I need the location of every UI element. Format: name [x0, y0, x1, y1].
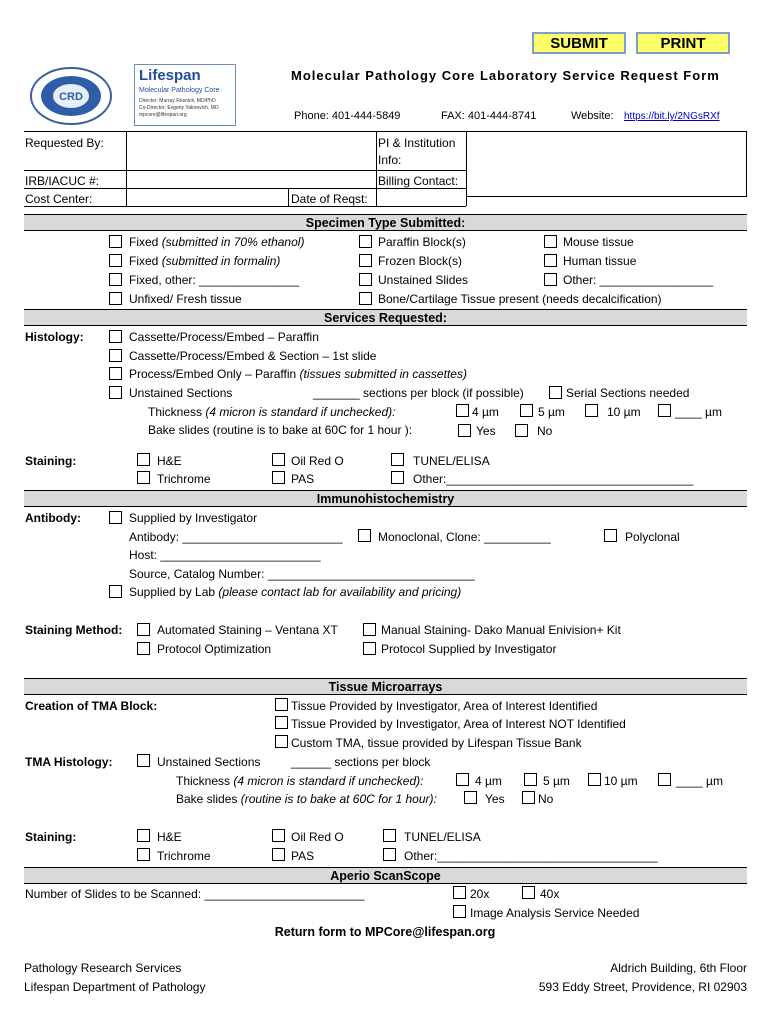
h3-label: Process/Embed Only – Paraffin (tissues submitted in cassettes) — [129, 367, 467, 381]
paraffin-label: Paraffin Block(s) — [378, 235, 466, 249]
checkbox-tma-no[interactable] — [522, 791, 535, 804]
pi-label-1: PI & Institution — [378, 136, 456, 150]
footer-left-1: Pathology Research Services — [24, 961, 182, 975]
cobre-logo — [28, 66, 114, 126]
h1-label: Cassette/Process/Embed – Paraffin — [129, 330, 319, 344]
form-title: Molecular Pathology Core Laboratory Service Request Form — [291, 68, 720, 83]
lifespan-logo — [134, 64, 236, 126]
tunel-label: TUNEL/ELISA — [413, 454, 490, 468]
source-line: Source, Catalog Number: _______________________________ — [129, 567, 475, 581]
svg-text:CRD: CRD — [59, 91, 83, 103]
requested-by-field[interactable] — [127, 132, 375, 170]
checkbox-t4[interactable] — [456, 404, 469, 417]
checkbox-supplied-lab[interactable] — [109, 585, 122, 598]
checkbox-t10[interactable] — [585, 404, 598, 417]
protocol-inv-label: Protocol Supplied by Investigator — [381, 642, 557, 656]
monoclonal-label: Monoclonal, Clone: __________ — [378, 530, 551, 544]
tma-t10-label: 10 µm — [604, 774, 638, 788]
antibody-line: Antibody: ________________________ — [129, 530, 343, 544]
tma-other-label: Other:_________________________________ — [404, 849, 658, 863]
checkbox-bake-yes[interactable] — [458, 424, 471, 437]
website-link[interactable]: https://bit.ly/2NGsRXf — [624, 111, 720, 122]
checkbox-he[interactable] — [137, 453, 150, 466]
checkbox-unfixed[interactable] — [109, 292, 122, 305]
oilred-label: Oil Red O — [291, 454, 344, 468]
checkbox-tma-tunel[interactable] — [383, 829, 396, 842]
unfixed-label: Unfixed/ Fresh tissue — [129, 292, 242, 306]
h4-sections-per-block: _______ sections per block (if possible) — [313, 386, 524, 400]
checkbox-monoclonal[interactable] — [358, 529, 371, 542]
checkbox-t5[interactable] — [520, 404, 533, 417]
20x-label: 20x — [470, 887, 490, 901]
bone-label: Bone/Cartilage Tissue present (needs decalcification) — [378, 292, 662, 306]
services-header: Services Requested: — [24, 309, 747, 326]
t4-label: 4 µm — [472, 405, 499, 419]
histology-label: Histology: — [25, 330, 84, 344]
checkbox-h1[interactable] — [109, 330, 122, 343]
checkbox-image-analysis[interactable] — [453, 905, 466, 918]
t5-label: 5 µm — [538, 405, 565, 419]
checkbox-20x[interactable] — [453, 886, 466, 899]
tma-c1-label: Tissue Provided by Investigator, Area of Interest Identified — [291, 699, 598, 713]
trichrome-label: Trichrome — [157, 472, 211, 486]
cost-center-label: Cost Center: — [25, 192, 93, 206]
checkbox-tunel[interactable] — [391, 453, 404, 466]
lifespan-logo-line2: Co-Director: Evgeny Yakirevich, MD — [139, 105, 219, 111]
lifespan-logo-name: Lifespan — [139, 67, 201, 84]
cost-center-field[interactable] — [127, 189, 287, 206]
date-reqst-field[interactable] — [377, 189, 465, 206]
checkbox-other-species[interactable] — [544, 273, 557, 286]
polyclonal-label: Polyclonal — [625, 530, 680, 544]
footer-right-1: Aldrich Building, 6th Floor — [610, 961, 747, 975]
print-button[interactable]: PRINT — [636, 32, 730, 54]
checkbox-tma-unstained[interactable] — [137, 754, 150, 767]
tma-unstained-label: Unstained Sections — [157, 755, 261, 769]
antibody-section-label: Antibody: — [25, 511, 81, 525]
staining-label: Staining: — [25, 454, 77, 468]
tma-t5-label: 5 µm — [543, 774, 570, 788]
checkbox-protocol-opt[interactable] — [137, 642, 150, 655]
requested-by-label: Requested By: — [25, 136, 104, 150]
auto-label: Automated Staining – Ventana XT — [157, 623, 338, 637]
tma-histology-label: TMA Histology: — [25, 755, 113, 769]
checkbox-fixed-other[interactable] — [109, 273, 122, 286]
fixed-ethanol-label: Fixed (submitted in 70% ethanol) — [129, 235, 305, 249]
checkbox-tother[interactable] — [658, 404, 671, 417]
checkbox-tma-oilred[interactable] — [272, 829, 285, 842]
mouse-label: Mouse tissue — [563, 235, 634, 249]
supplied-lab-label: Supplied by Lab (please contact lab for availability and pricing) — [129, 585, 462, 599]
checkbox-fixed-ethanol[interactable] — [109, 235, 122, 248]
protocol-opt-label: Protocol Optimization — [157, 642, 272, 656]
tma-bake-label: Bake slides (routine is to bake at 60C for 1 hour): — [176, 792, 437, 806]
h4-label: Unstained Sections — [129, 386, 233, 400]
unstained-slides-label: Unstained Slides — [378, 273, 469, 287]
tma-spb-label: ______ sections per block — [291, 755, 431, 769]
tma-he-label: H&E — [157, 830, 182, 844]
tma-staining-label: Staining: — [25, 830, 77, 844]
tma-no-label: No — [538, 792, 554, 806]
lifespan-logo-subtitle: Molecular Pathology Core — [139, 87, 220, 94]
checkbox-40x[interactable] — [522, 886, 535, 899]
checkbox-tma-c3[interactable] — [275, 735, 288, 748]
irb-field[interactable] — [127, 171, 375, 188]
fax-text: FAX: 401-444-8741 — [441, 110, 537, 122]
specimen-header: Specimen Type Submitted: — [24, 214, 747, 231]
checkbox-protocol-inv[interactable] — [363, 642, 376, 655]
checkbox-human[interactable] — [544, 254, 557, 267]
checkbox-manual[interactable] — [363, 623, 376, 636]
40x-label: 40x — [540, 887, 560, 901]
human-label: Human tissue — [563, 254, 637, 268]
pi-label-2: Info: — [378, 153, 402, 167]
tma-tother-label: ____ µm — [676, 774, 723, 788]
lifespan-logo-line3: mpcore@lifespan.org — [139, 112, 187, 118]
checkbox-bone[interactable] — [359, 292, 372, 305]
checkbox-tma-c1[interactable] — [275, 698, 288, 711]
pi-field[interactable] — [467, 132, 745, 196]
checkbox-tma-yes[interactable] — [464, 791, 477, 804]
staining-method-label: Staining Method: — [25, 623, 123, 637]
checkbox-tma-t5[interactable] — [524, 773, 537, 786]
footer-right-2: 593 Eddy Street, Providence, RI 02903 — [538, 980, 747, 994]
checkbox-tma-tother[interactable] — [658, 773, 671, 786]
slides-to-scan-label: Number of Slides to be Scanned: ________________________ — [25, 887, 365, 901]
checkbox-tma-t4[interactable] — [456, 773, 469, 786]
tother-label: ____ µm — [675, 405, 722, 419]
host-line: Host: ________________________ — [129, 548, 321, 562]
checkbox-tma-he[interactable] — [137, 829, 150, 842]
checkbox-h4[interactable] — [109, 386, 122, 399]
irb-label: IRB/IACUC #: — [25, 174, 100, 188]
frozen-label: Frozen Block(s) — [378, 254, 463, 268]
manual-label: Manual Staining- Dako Manual Enivision+ Kit — [381, 623, 621, 637]
bake-label: Bake slides (routine is to bake at 60C for 1 hour ): — [148, 423, 413, 437]
billing-label: Billing Contact: — [378, 174, 459, 188]
checkbox-serial[interactable] — [549, 386, 562, 399]
checkbox-auto[interactable] — [137, 623, 150, 636]
tma-oilred-label: Oil Red O — [291, 830, 344, 844]
checkbox-pas[interactable] — [272, 471, 285, 484]
phone-text: Phone: 401-444-5849 — [294, 110, 401, 122]
tma-trichrome-label: Trichrome — [157, 849, 211, 863]
checkbox-oilred[interactable] — [272, 453, 285, 466]
checkbox-polyclonal[interactable] — [604, 529, 617, 542]
tma-t4-label: 4 µm — [475, 774, 502, 788]
fixed-other-label: Fixed, other: _______________ — [129, 273, 300, 287]
checkbox-tma-c2[interactable] — [275, 716, 288, 729]
thickness-label: Thickness (4 micron is standard if unchecked): — [148, 405, 396, 419]
pas-label: PAS — [291, 472, 315, 486]
website-label: Website: — [571, 110, 614, 122]
tma-thickness-label: Thickness (4 micron is standard if unchecked): — [176, 774, 424, 788]
bake-yes-label: Yes — [476, 424, 496, 438]
checkbox-tma-other[interactable] — [383, 848, 396, 861]
checkbox-mouse[interactable] — [544, 235, 557, 248]
checkbox-supplied-inv[interactable] — [109, 511, 122, 524]
fixed-formalin-label: Fixed (submitted in formalin) — [129, 254, 281, 268]
tma-c3-label: Custom TMA, tissue provided by Lifespan Tissue Bank — [291, 736, 582, 750]
ihc-header: Immunohistochemistry — [24, 490, 747, 507]
stain-other-label: Other:_____________________________________ — [413, 472, 694, 486]
date-reqst-label: Date of Reqst: — [291, 192, 368, 206]
checkbox-h2[interactable] — [109, 349, 122, 362]
checkbox-stain-other[interactable] — [391, 471, 404, 484]
other-species-label: Other: _________________ — [563, 273, 714, 287]
serial-label: Serial Sections needed — [566, 386, 690, 400]
tma-creation-label: Creation of TMA Block: — [25, 699, 158, 713]
tma-c2-label: Tissue Provided by Investigator, Area of Interest NOT Identified — [291, 717, 626, 731]
tma-yes-label: Yes — [485, 792, 505, 806]
checkbox-frozen[interactable] — [359, 254, 372, 267]
checkbox-tma-trichrome[interactable] — [137, 848, 150, 861]
checkbox-unstained-slides[interactable] — [359, 273, 372, 286]
checkbox-bake-no[interactable] — [515, 424, 528, 437]
checkbox-tma-t10[interactable] — [588, 773, 601, 786]
submit-button[interactable]: SUBMIT — [532, 32, 626, 54]
tma-header: Tissue Microarrays — [24, 678, 747, 695]
checkbox-h3[interactable] — [109, 367, 122, 380]
tma-pas-label: PAS — [291, 849, 315, 863]
t10-label: 10 µm — [607, 405, 641, 419]
checkbox-trichrome[interactable] — [137, 471, 150, 484]
image-analysis-label: Image Analysis Service Needed — [470, 906, 640, 920]
return-form-text: Return form to MPCore@lifespan.org — [274, 925, 496, 939]
checkbox-tma-pas[interactable] — [272, 848, 285, 861]
lifespan-logo-line1: Director: Murray Resnick, MD/PhD — [139, 98, 216, 104]
checkbox-paraffin[interactable] — [359, 235, 372, 248]
checkbox-fixed-formalin[interactable] — [109, 254, 122, 267]
supplied-inv-label: Supplied by Investigator — [129, 511, 258, 525]
aperio-header: Aperio ScanScope — [24, 867, 747, 884]
footer-left-2: Lifespan Department of Pathology — [24, 980, 206, 994]
tma-tunel-label: TUNEL/ELISA — [404, 830, 481, 844]
he-label: H&E — [157, 454, 182, 468]
h2-label: Cassette/Process/Embed & Section – 1st slide — [129, 349, 377, 363]
bake-no-label: No — [537, 424, 553, 438]
